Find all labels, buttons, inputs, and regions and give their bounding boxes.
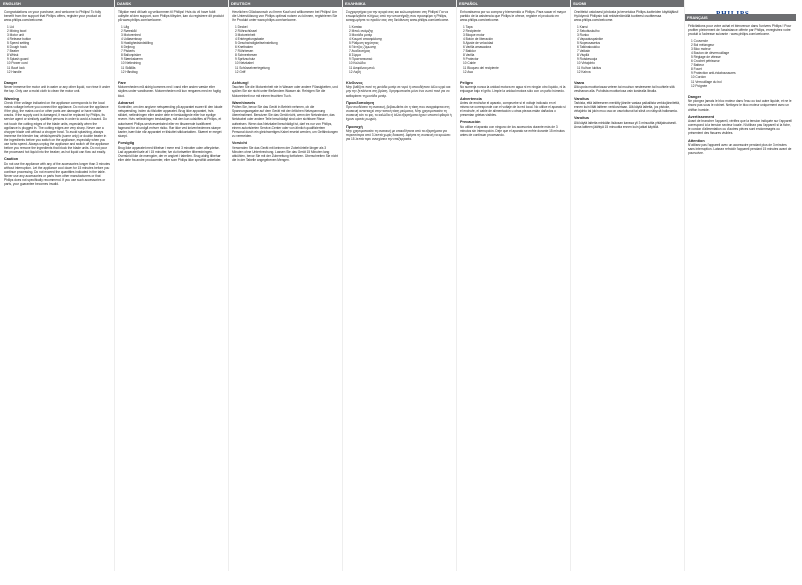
parts-list-item: 4 Udløserknap	[121, 36, 142, 41]
parts-list-item: 2 Sekoituskulho	[577, 28, 600, 33]
parts-list-item: 1 Καπάκι	[349, 24, 362, 29]
parts-list-item: 2 Μπολ ανάμιξης	[349, 28, 374, 33]
parts-list-item: 4 Entriegelungstaste	[235, 36, 265, 41]
section-body: Antes de enchufar el aparato, compruebe si el voltaje indicado en el mismo se corresponde con el voltaje de la red local. No utilice el aparato si el enchufe, el cable de alimentación u otras piezas están dañados o presentan grietas visibles.	[460, 101, 566, 118]
language-column-3	[342, 0, 456, 571]
section-title: Κίνδυνος	[346, 80, 363, 85]
section-title: Advertencia	[460, 96, 482, 101]
section-title: Forsigtig	[118, 140, 135, 145]
parts-list-item: 7 Beater	[7, 49, 20, 54]
intro-text: Onnittelut ostoksesi johdosta ja tervetuloa Philips-tuotteiden käyttäjäksi! Hyödynnä Philipsin tuki rekisteröimällä tuotteesi osoitteessa www.philips.com/welcome.	[574, 10, 679, 23]
parts-list-item: 8 Ballonpisker	[121, 53, 142, 58]
parts-list-item: 5 Speed setting	[7, 40, 30, 45]
section-body: Tauchen Sie die Motoreinheit nie in Wasser oder andere Flüssigkeiten, und spülen Sie sie nicht unter fließendem Wasser ab. Reinigen Sie die Motoreinheit nur mit einem feuchten Tuch.	[232, 85, 338, 98]
parts-list-item: 3 Motor unit	[7, 32, 24, 37]
section-body: N'utilisez pas l'appareil avec un accessoire pendant plus de 3 minutes sans interruption. Laissez refroidir l'appareil pendant 15 minutes avant de poursuivre.	[688, 143, 792, 156]
section-title: Attention	[688, 138, 705, 143]
section-body: Πριν συνδέσετε τη συσκευή, βεβαιωθείτε ότι η τάση που αναγράφεται στη συσκευή αντιστοιχεί στην τοπική τάση ρεύματος. Μην χρησιμοποιείτε τη συσκευή εάν το φις, το καλώδιο ή άλλα εξαρτήματα έχουν υποστεί φθορά ή έχουν ορατές ρωγμές.	[346, 105, 452, 122]
language-column-5	[570, 0, 684, 571]
section-body: Tarkista, että laitteeseen merkitty jännite vastaa paikallista verkkojännitettä, ennen kuin liität laitteen verkkovirtaan. Älä käytä laitetta, jos pistoke, virtajohto tai jokin muu osa on vaurioitunut tai siinä on näkyviä halkeamia.	[574, 101, 680, 114]
section-title: Danger	[688, 94, 702, 99]
column-divider	[228, 0, 229, 571]
parts-list-item: 3 Motoreinheit	[235, 32, 256, 37]
parts-list-item: 9 Stænkskærm	[121, 57, 143, 62]
section-body: Prüfen Sie, bevor Sie das Gerät in Betrieb nehmen, ob die Spannungsangabe auf dem Gerät mit der örtlichen Netzspannung übereinstimmt. Benutzen Sie das Gerät nicht, wenn der Netzstecker, das Netzkabel oder andere Teile beschädigt sind oder sichtbare Risse aufweisen. Wenn das Netzkabel beschädigt ist, darf es nur von Philips, einem autorisierten Service-Center oder von ähnlich qualifiziertem Personal durch ein gleichwertiges Kabel ersetzt werden, um Gefährdungen zu vermeiden.	[232, 105, 338, 138]
parts-list-item: 10 Καλώδιο	[349, 61, 366, 66]
parts-list-item: 10 Power cord	[7, 61, 28, 66]
parts-list-item: 7 Batidor	[463, 49, 476, 54]
parts-list-item: 5 Nopeusasetus	[577, 40, 601, 45]
parts-list-item: 3 Bloque motor	[463, 32, 485, 37]
intro-text: Tillykke med dit køb og velkommen til Philips! Hvis du vil have fuldt udbytte af den support, som Philips tilbyder, kan du registrere dit produkt på www.philips.com/welcome.	[118, 10, 224, 23]
parts-list-item: 4 Botón de liberación	[463, 36, 493, 41]
parts-list-item: 12 Asa	[463, 69, 473, 74]
parts-list-item: 8 Vispilä	[577, 53, 589, 58]
spacer	[688, 88, 792, 92]
parts-list-item: 9 Splash guard	[7, 57, 29, 62]
parts-list-item: 11 Bloqueo del recipiente	[463, 65, 499, 70]
section-body: Älä upota moottoriosaa veteen tai muuhun nesteeseen tai huuhtele sitä vesihanan alla. Puhdista moottoriosa vain kostealla liinalla.	[574, 85, 675, 94]
parts-list-item: 11 Bowl lock	[7, 65, 25, 70]
intro-text: Enhorabuena por su compra y bienvenido a Philips. Para sacar el mayor partido de la asistencia que Philips le ofrece, registre el producto en www.philips.com/welcome.	[460, 10, 566, 23]
spacer	[574, 74, 680, 78]
parts-list-item: 6 Knethaken	[235, 45, 253, 50]
column-divider	[456, 0, 457, 571]
section-title: Προσοχή	[346, 124, 363, 129]
parts-list-item: 6 Crochet pétrisseur	[691, 59, 720, 64]
section-title: Precaución	[460, 120, 481, 125]
column-divider	[342, 0, 343, 571]
section-title: Peligro	[460, 80, 473, 85]
language-column-0	[0, 0, 114, 571]
parts-list-item: 3 Motorenhed	[121, 32, 141, 37]
parts-list-item: 2 Røreskål	[121, 28, 137, 33]
section-title: Avertissement	[688, 114, 715, 119]
parts-list-item: 2 Bol mélangeur	[691, 42, 715, 47]
parts-list-item: 12 Λαβή	[349, 69, 361, 74]
intro-text: Συγχαρητήρια για την αγορά σας και καλωσορίσατε στη Philips! Για να επωφεληθείτε πλήρως από την υποστήριξη που προσφέρει η Philips, καταχωρήστε το προϊόν σας στη διεύθυνση www.philips.com/welcome.	[346, 10, 450, 23]
intro-text: Herzlichen Glückwunsch zu Ihrem Kauf und willkommen bei Philips! Um die Unterstützung von Philips optimal nutzen zu können, registrieren Sie Ihr Produkt unter www.philips.com/welcome.	[232, 10, 338, 23]
section-body: Ne plongez jamais le bloc moteur dans l'eau ou tout autre liquide, et ne le rincez pas sous le robinet. Nettoyez le bloc moteur uniquement avec un chiffon humide.	[688, 99, 792, 112]
parts-list-item: 7 Αναδευτήρας	[349, 49, 371, 54]
parts-list-item: 7 Piskeris	[121, 49, 135, 54]
section-title: Varoitus	[574, 116, 589, 121]
parts-list-item: 8 Varilla	[463, 53, 475, 58]
section-body: Kontroller, om den angivne netspænding på apparatet svarer til den lokale netspænding, inden du tilslutter apparatet. Brug ikke apparatet, hvis stikket, netledningen eller andre dele er beskadigede eller har synlige revner. Hvis netledningen beskadiges, må den kun udskiftes af Philips, et autoriseret Philips-serviceværksted eller en tilsvarende kvalificeret fagmand for at undgå enhver risiko. Rør ikke ved knivenhedernes skarpe kanter, især ikke når apparatet er tilsluttet stikkontakten. Skæret er meget skarpt.	[118, 105, 223, 138]
section-title: Warning	[4, 96, 20, 101]
parts-list-item: 3 Μονάδα μοτέρ	[349, 32, 373, 37]
parts-list-item: 6 Dough hook	[7, 45, 27, 50]
parts-list-item: 10 Cordon	[691, 75, 706, 80]
parts-list-item: 1 Kansi	[577, 24, 588, 29]
parts-list-item: 8 Σύρμα	[349, 53, 361, 58]
column-divider	[570, 0, 571, 571]
section-body: Avant de brancher l'appareil, vérifiez que la tension indiquée sur l'appareil correspond à la tension secteur locale. N'utilisez pas l'appareil si la fiche, le cordon d'alimentation ou d'autres pièces sont endommagés ou présentent des fissures visibles.	[688, 119, 792, 136]
parts-list-item: 6 Dejkrog	[121, 45, 135, 50]
parts-list-item: 1 Couvercle	[691, 38, 709, 43]
language-column-1	[114, 0, 228, 571]
section-body: Check if the voltage indicated on the appliance corresponds to the local mains voltage before you connect the appliance. Do not use the appliance if the plug, the mains cord or other parts are damaged or have visible cracks. If the supply cord is damaged, it must be replaced by Philips, its service agent or similarly qualified persons in order to avoid a hazard. Do not touch the cutting edges of the blade units, especially when the appliance is plugged in. The cutting edges are very sharp. Never use a chopper blade unit without a chopper bowl. To avoid splashing, always immerse the blender bar, whisk/speed/fo (some only) or double beater in the ingredients before you switch on the appliance, especially when you use turbo speed. Always unplug the appliance and switch off the appliance before you remove the ingredients that block the blade units. Do not pour the processed hot liquid into the beaker, as hot liquid can flow out easily.	[4, 101, 110, 155]
intro-text: Congratulations on your purchase, and welcome to Philips! To fully benefit from the support that Philips offers, register your product at www.philips.com/welcome.	[4, 10, 102, 23]
spacer	[118, 74, 224, 78]
section-title: Varoitus	[574, 96, 589, 101]
parts-list-item: 1 Deckel	[235, 24, 248, 29]
language-column-6	[684, 14, 796, 585]
parts-list-item: 4 Release button	[7, 36, 32, 41]
section-title: Fare	[118, 80, 127, 85]
parts-list-item: 2 Recipiente	[463, 28, 481, 33]
parts-list-item: 6 Varilla amasadora	[463, 45, 492, 50]
language-column-4	[456, 0, 570, 571]
section-title: Advarsel	[118, 100, 135, 105]
spacer	[346, 74, 452, 78]
language-header: ESPAÑOL	[456, 0, 570, 7]
parts-list-item: 12 Håndtag	[121, 69, 138, 74]
parts-list-item: 12 Griff	[235, 69, 246, 74]
section-body: Älä käytä laitetta minkään lisäosan kanssa yli 3 minuuttia yhtäjaksoisesti. Anna laitteen jäähtyä 15 minuuttia ennen kuin jatkat käyttöä.	[574, 120, 677, 130]
language-header: ΕΛΛΗΝΙΚΑ	[342, 0, 456, 7]
parts-list-item: 5 Ρύθμιση ταχύτητας	[349, 40, 379, 45]
parts-list-item: 12 Kahva	[577, 69, 591, 74]
language-header: ENGLISH	[0, 0, 114, 7]
parts-list-item: 1 Tapa	[463, 24, 473, 29]
parts-list-item: 8 Whisk	[7, 53, 19, 58]
column-divider	[684, 0, 685, 571]
section-body: No utilice el aparato con ninguno de los accesorios durante más de 3 minutos sin interrupción. Deje que el aparato se enfríe durante 15 minutos antes de continuar procesando.	[460, 125, 565, 138]
parts-list-item: 7 Vatkain	[577, 49, 591, 54]
parts-list-item: 9 Protection anti-éclaboussures	[691, 71, 736, 76]
section-title: Danger	[4, 80, 18, 85]
parts-list-item: 12 Poignée	[691, 83, 708, 88]
parts-list-item: 11 Skållås	[121, 65, 136, 70]
language-header: DANSK	[114, 0, 228, 7]
spacer	[460, 74, 566, 78]
spacer	[4, 74, 110, 78]
section-title: Achtung!	[232, 80, 249, 85]
parts-list-item: 3 Bloc moteur	[691, 46, 711, 51]
section-body: Verwenden Sie das Gerät mit keinem der Zubehörteile länger als 3 Minuten ohne Unterbrechung. Lassen Sie das Gerät 15 Minuten lang abkühlen, bevor Sie mit der Zubereitung fortfahren. Überschreiten Sie nicht die in der Tabelle angegebenen Mengen.	[232, 145, 338, 162]
parts-list-item: 9 Roiskesuoja	[577, 57, 598, 62]
parts-list-item: 4 Κουμπί απασφάλισης	[349, 36, 383, 41]
spacer	[232, 74, 338, 78]
section-title: Caution	[4, 157, 19, 162]
parts-list-item: 5 Ajuste de velocidad	[463, 40, 494, 45]
parts-list-item: 7 Batteur	[691, 63, 704, 68]
intro-text: Félicitations pour votre achat et bienvenue dans l'univers Philips ! Pour profiter pleinement de l'assistance offerte par Philips, enregistrez votre produit à l'adresse suivante : www.philips.com/welcome.	[688, 24, 792, 37]
language-header: SUOMI	[570, 0, 684, 7]
parts-list-item: 3 Runko	[577, 32, 589, 37]
section-body: Brug ikke apparatet med tilbehør i mere end 3 minutter uden afbrydelse. Lad apparatet køle af i 15 minutter, før du fortsætter tilberedningen. Overskrid ikke de mængder, der er angivet i tabellen. Brug aldrig tilbehør eller dele fra andre producenter, eller som Philips ikke specifikt anbefaler.	[118, 145, 222, 162]
section-body: Μην βυθίζετε ποτέ τη μονάδα μοτέρ σε νερό ή οποιοδήποτε άλλο υγρό και μην την ξεπλένετε στη βρύση. Χρησιμοποιείτε μόνο ένα νωπό πανί για να καθαρίσετε τη μονάδα μοτέρ.	[346, 85, 451, 98]
parts-list-item: 6 Γάντζος ζύμωσης	[349, 45, 377, 50]
parts-list-item: 6 Taikinakoukku	[577, 45, 600, 50]
parts-list-item: 8 Schneebesen	[235, 53, 258, 58]
parts-list-item: 9 Προστατευτικό	[349, 57, 373, 62]
parts-list-item: 1 Låg	[121, 24, 129, 29]
parts-list-item: 11 Verrouillage du bol	[691, 79, 722, 84]
column-divider	[114, 0, 115, 571]
parts-list-item: 4 Vapautuspainike	[577, 36, 603, 41]
parts-list-item: 11 Ασφάλεια μπολ	[349, 65, 375, 70]
section-body: Motorenheden må aldrig kommes ned i vand eller anden væske eller skylles under vandhanen. Motorenheden må kun rengøres med en fugtig klud.	[118, 85, 221, 98]
parts-list-item: 10 Virtajohto	[577, 61, 595, 66]
language-header: FRANÇAIS	[684, 14, 796, 21]
section-title: Προειδοποίηση	[346, 100, 375, 105]
parts-list-item: 5 Réglage de vitesse	[691, 54, 721, 59]
section-body: Μην χρησιμοποιείτε τη συσκευή με οποιοδήποτε από τα εξαρτήματα για περισσότερα από 3 λεπτά χωρίς διακοπή. Αφήστε τη συσκευή να κρυώσει για 15 λεπτά πριν συνεχίσετε την επεξεργασία.	[346, 129, 451, 142]
parts-list-item: 11 Schüsselverriegelung	[235, 65, 270, 70]
parts-list-item: 2 Mixing bowl	[7, 28, 27, 33]
parts-list-item: 7 Rührbesen	[235, 49, 254, 54]
parts-list-item: 11 Kulhon lukitus	[577, 65, 602, 70]
parts-list-item: 2 Rührschüssel	[235, 28, 257, 33]
parts-list-item: 1 Lid	[7, 24, 14, 29]
language-column-2	[228, 0, 342, 571]
parts-list-item: 10 Netledning	[121, 61, 141, 66]
brand-logo	[716, 3, 780, 12]
parts-list-item: 4 Bouton de déverrouillage	[691, 50, 730, 55]
parts-list-item: 9 Spritzschutz	[235, 57, 256, 62]
section-body: Never immerse the motor unit in water or any other liquid, nor rinse it under the tap. Only use a moist cloth to clean the motor unit.	[4, 85, 110, 94]
parts-list-item: 9 Protector	[463, 57, 479, 62]
section-body: No sumerja nunca la unidad motora en agua ni en ningún otro líquido, ni la enjuague bajo el grifo. Limpie la unidad motora sólo con un paño húmedo.	[460, 85, 566, 94]
language-header: DEUTSCH	[228, 0, 342, 7]
parts-list-item: 5 Geschwindigkeitseinstellung	[235, 40, 278, 45]
parts-list-item: 8 Fouet	[691, 67, 702, 72]
parts-list-item: 10 Netzkabel	[235, 61, 254, 66]
parts-list-item: 5 Hastighedsindstilling	[121, 40, 153, 45]
section-title: Vorsicht	[232, 140, 247, 145]
section-title: Vaara	[574, 80, 585, 85]
section-body: Do not use the appliance with any of the accessories longer than 3 minutes without interruption. Let the appliance cool down for 15 minutes before you continue processing. Do not exceed the quantities indicated in the table. Never use any accessories or parts from other manufacturers or that Philips does not specifically recommend. If you use such accessories or parts, your guarantee becomes invalid.	[4, 161, 110, 187]
parts-list-item: 12 Handle	[7, 69, 22, 74]
section-title: Warnhinweis	[232, 100, 256, 105]
parts-list-item: 10 Cable	[463, 61, 476, 66]
